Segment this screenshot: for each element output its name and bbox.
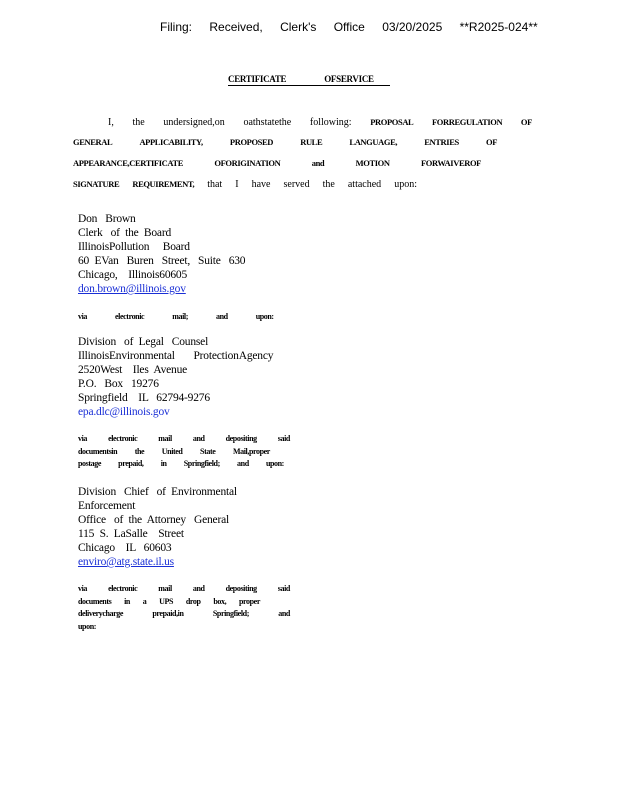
- recipient-3-address: [78, 485, 237, 569]
- recipient-1-name: Don Brown: [78, 213, 136, 225]
- body-word: OF: [485, 137, 497, 147]
- recipient-2-street: 2520West Iles Avenue: [78, 364, 188, 376]
- body-word: FORREGULATION: [432, 117, 503, 127]
- delivery-word: via: [78, 584, 88, 593]
- delivery-note-2-row-2: [78, 446, 270, 459]
- body-word: REQUIREMENT,: [132, 179, 195, 189]
- delivery-word: depositing: [225, 584, 257, 593]
- delivery-word: documentsin: [78, 446, 118, 456]
- body-word: APPLICABILITY,: [139, 137, 203, 147]
- body-line-2: [73, 137, 497, 147]
- body-word: GENERAL: [73, 137, 113, 147]
- recipient-2-address: [78, 335, 273, 419]
- delivery-word: proper: [238, 596, 260, 606]
- delivery-word: said: [277, 434, 290, 443]
- delivery-note-1-row: [78, 311, 290, 324]
- delivery-word: a: [142, 596, 147, 606]
- header-received: Received,: [209, 20, 263, 34]
- recipient-2-email-link[interactable]: epa.dlc@illinois.gov: [78, 406, 170, 418]
- delivery-note-2-row-1: [78, 433, 290, 446]
- delivery-word: and: [215, 312, 228, 321]
- body-word: I: [235, 179, 239, 190]
- recipient-1-address: [78, 212, 245, 296]
- body-word: following:: [309, 117, 352, 128]
- delivery-word: Springfield;: [212, 609, 249, 618]
- delivery-word: mail: [158, 584, 172, 593]
- delivery-word: prepaid,in: [152, 609, 184, 618]
- recipient-3-city: Chicago IL 60603: [78, 542, 172, 554]
- delivery-note-2: [78, 433, 290, 471]
- recipient-1-email-row: [78, 282, 245, 296]
- body-word: upon:: [394, 179, 417, 190]
- recipient-2-po-box: P.O. Box 19276: [78, 378, 159, 390]
- delivery-word: box,: [213, 596, 227, 606]
- body-word: I,: [108, 117, 114, 128]
- body-word: the: [322, 179, 335, 190]
- document-title: [228, 74, 390, 86]
- delivery-word: United: [161, 446, 183, 456]
- body-word: have: [251, 179, 271, 190]
- body-word: undersigned,on: [163, 117, 225, 128]
- recipient-3-office: Office of the Attorney General: [78, 514, 229, 526]
- recipient-3-name: Division Chief of Environmental: [78, 486, 237, 498]
- delivery-word: upon:: [255, 312, 274, 321]
- delivery-word: UPS: [159, 596, 174, 606]
- delivery-word: depositing: [225, 434, 257, 443]
- delivery-word: Mail,proper: [232, 446, 270, 456]
- recipient-1-org: IllinoisPollution Board: [78, 241, 190, 253]
- delivery-note-3-row-3: [78, 608, 290, 621]
- header-date: 03/20/2025: [382, 20, 443, 34]
- delivery-note-3-row-1: [78, 583, 290, 596]
- delivery-note-3: [78, 583, 290, 633]
- title-word-ofservice: OFSERVICE: [324, 74, 374, 84]
- delivery-note-3-row-2: [78, 596, 260, 609]
- delivery-note-2-row-3: [78, 458, 284, 471]
- recipient-3-name-cont: Enforcement: [78, 500, 136, 512]
- body-word: MOTION: [355, 158, 390, 168]
- delivery-word: electronic: [108, 434, 138, 443]
- delivery-word: via: [78, 434, 88, 443]
- recipient-2-org: IllinoisEnvironmental ProtectionAgency: [78, 350, 274, 362]
- delivery-word: in: [160, 459, 167, 468]
- body-word: RULE: [300, 137, 323, 147]
- delivery-word: documents: [78, 596, 112, 606]
- body-word: OF: [520, 117, 532, 127]
- delivery-word: electronic: [115, 312, 145, 321]
- delivery-word: Springfield;: [183, 459, 220, 468]
- recipient-2-city: Springfield IL 62794-9276: [78, 392, 210, 404]
- delivery-word: deliverycharge: [78, 609, 124, 618]
- body-word: APPEARANCE,CERTIFICATE: [73, 158, 183, 168]
- delivery-word: drop: [185, 596, 201, 606]
- delivery-word: and: [278, 609, 290, 618]
- title-word-certificate: CERTIFICATE: [228, 74, 287, 84]
- body-word: attached: [347, 179, 382, 190]
- delivery-word: upon:: [78, 621, 97, 631]
- filing-header: [160, 20, 600, 34]
- header-filing: Filing:: [160, 20, 193, 34]
- body-word: oathstatethe: [243, 117, 292, 128]
- delivery-word: mail;: [172, 312, 188, 321]
- header-clerks: Clerk's: [280, 20, 317, 34]
- delivery-word: and: [237, 459, 249, 468]
- body-line-3: [73, 158, 481, 168]
- body-word: the: [132, 117, 145, 128]
- header-office: Office: [333, 20, 365, 34]
- delivery-word: postage: [78, 459, 101, 468]
- recipient-2-email-row: [78, 405, 273, 419]
- delivery-word: upon:: [265, 459, 284, 468]
- body-word: ENTRIES: [424, 137, 459, 147]
- recipient-3-email-row: [78, 555, 237, 569]
- body-word: FORWAIVEROF: [420, 158, 481, 168]
- body-word: OFORIGINATION: [214, 158, 281, 168]
- header-number: **R2025-024**: [459, 20, 538, 34]
- body-line-1: [73, 117, 532, 128]
- delivery-word: and: [192, 584, 205, 593]
- recipient-1-email-link[interactable]: don.brown@illinois.gov: [78, 283, 186, 295]
- delivery-word: said: [277, 584, 290, 593]
- delivery-word: and: [192, 434, 205, 443]
- body-word: SIGNATURE: [73, 179, 120, 189]
- delivery-word: mail: [158, 434, 172, 443]
- recipient-3-email-link[interactable]: enviro@atg.state.il.us: [78, 556, 174, 568]
- body-word: and: [311, 158, 325, 168]
- body-word: PROPOSAL: [370, 117, 414, 127]
- recipient-1-city: Chicago, Illinois60605: [78, 269, 188, 281]
- delivery-word: via: [78, 312, 88, 321]
- body-word: that: [207, 179, 223, 190]
- delivery-word: the: [134, 446, 145, 456]
- body-word: served: [283, 179, 310, 190]
- delivery-word: prepaid,: [118, 459, 144, 468]
- delivery-word: State: [200, 446, 216, 456]
- recipient-1-title: Clerk of the Board: [78, 227, 172, 239]
- body-word: LANGUAGE,: [349, 137, 398, 147]
- delivery-word: in: [124, 596, 130, 606]
- recipient-2-name: Division of Legal Counsel: [78, 336, 209, 348]
- body-line-4: [73, 179, 417, 190]
- delivery-note-1: [78, 311, 290, 324]
- body-word: PROPOSED: [229, 137, 274, 147]
- recipient-3-street: 115 S. LaSalle Street: [78, 528, 184, 540]
- delivery-word: electronic: [108, 584, 138, 593]
- delivery-note-3-row-4: [78, 621, 290, 634]
- recipient-1-street: 60 EVan Buren Street, Suite 630: [78, 255, 246, 267]
